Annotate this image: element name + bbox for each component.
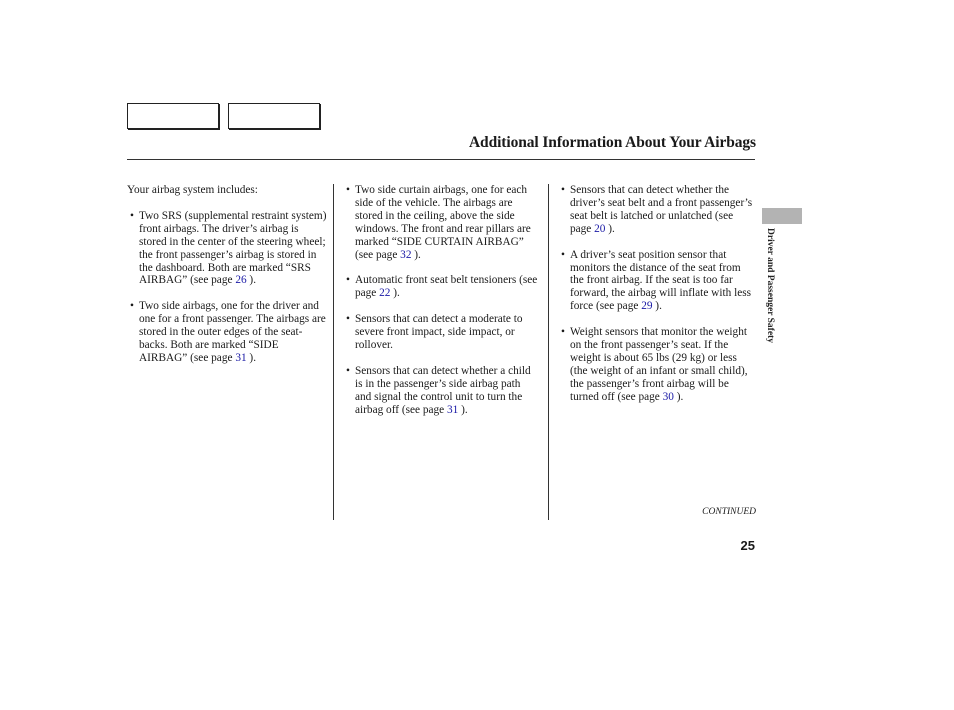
- airbag-list-3: [558, 184, 756, 404]
- page-link[interactable]: 31: [447, 403, 459, 416]
- section-tab: [762, 208, 802, 224]
- column-2: [343, 184, 539, 430]
- page-link[interactable]: 30: [662, 390, 674, 403]
- column-1: [127, 184, 327, 378]
- list-item: • Two SRS (supplemental restraint system) front airbags. The driver’s airbag is stored in the center of the steering wheel; the front passenger’s airbag is stored in the dashboard. Both are marked “SRS AIRBAG” (see page 26 ).: [127, 210, 327, 287]
- column-3: [558, 184, 756, 417]
- list-item: • Sensors that can detect whether the driver’s seat belt and a front passenger’s seat belt is latched or unlatched (see page 20 ).: [558, 184, 756, 236]
- list-item: • Two side airbags, one for the driver and one for a front passenger. The airbags are stored in the outer edges of the seat-backs. Both are marked “SIDE AIRBAG” (see page 31 ).: [127, 300, 327, 365]
- page-number: 25: [740, 538, 755, 553]
- page-link[interactable]: 29: [641, 300, 653, 313]
- continued-label: CONTINUED: [702, 507, 756, 517]
- list-item: • A driver’s seat position sensor that monitors the distance of the seat from the front airbag. If the seat is too far forward, the airbag will inflate with less force (see page 29 ).: [558, 249, 756, 314]
- intro-text: Your airbag system includes:: [127, 184, 258, 196]
- page-link[interactable]: 20: [594, 222, 606, 235]
- list-item: • Sensors that can detect a moderate to severe front impact, side impact, or rollover.: [343, 313, 539, 352]
- page-link[interactable]: 32: [400, 248, 412, 261]
- airbag-list-2: [343, 184, 539, 417]
- title-rule: [127, 159, 755, 160]
- list-item: • Sensors that can detect whether a child is in the passenger’s side airbag path and signal the control unit to turn the airbag off (see page 31 ).: [343, 365, 539, 417]
- nav-button-main-menu[interactable]: [127, 103, 219, 129]
- page-title: Additional Information About Your Airbags: [468, 134, 756, 151]
- nav-button-table-of-contents[interactable]: [228, 103, 320, 129]
- column-divider: [333, 184, 334, 520]
- section-side-label: Driver and Passenger Safety: [765, 228, 775, 343]
- page-link[interactable]: 31: [235, 351, 247, 364]
- list-item: • Weight sensors that monitor the weight on the front passenger’s seat. If the weight is about 65 lbs (29 kg) or less (the weight of an infant or small child), the passenger’s front airbag will be turned off (see page 30 ).: [558, 326, 756, 403]
- list-item: • Automatic front seat belt tensioners (see page 22 ).: [343, 274, 539, 300]
- airbag-list-1: [127, 210, 327, 365]
- page-link[interactable]: 22: [379, 287, 391, 300]
- column-divider: [548, 184, 549, 520]
- list-item: • Two side curtain airbags, one for each side of the vehicle. The airbags are stored in the ceiling, above the side windows. The front and rear pillars are marked “SIDE CURTAIN AIRBAG” (see page 32 ).: [343, 184, 539, 261]
- page-link[interactable]: 26: [235, 274, 247, 287]
